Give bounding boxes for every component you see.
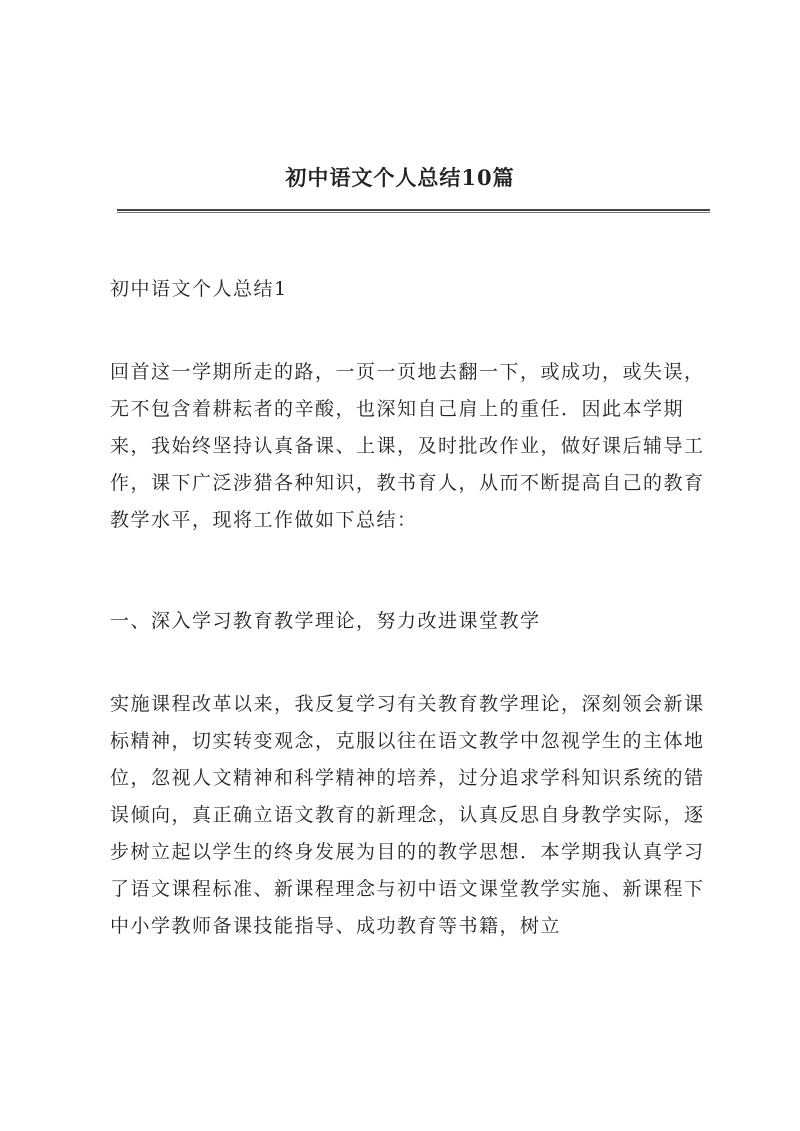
section-subheading: 初中语文个人总结1 bbox=[110, 278, 288, 300]
intro-paragraph: 回首这一学期所走的路，一页一页地去翻一下，或成功，或失误，无不包含着耕耘者的辛酸，也深知自己肩上的重任．因此本学期来，我始终坚持认真备课、上课，及时批改作业，做好课后辅导工作，课下广泛涉猎各种知识，教书育人，从而不断提高自己的教育教学水平，现将工作做如下总结： bbox=[110, 361, 705, 531]
title-divider bbox=[117, 209, 710, 213]
body-paragraph-1: 实施课程改革以来，我反复学习有关教育教学理论，深刻领会新课标精神，切实转变观念，克服以往在语文教学中忽视学生的主体地位，忽视人文精神和科学精神的培养，过分追求学科知识系统的错误倾向，真正确立语文教育的新理念，认真反思自身教学实际，逐步树立起以学生的终身发展为目的的教学思想．本学期我认真学习了语文课程标准、新课程理念与初中语文课堂教学实施、新课程下中小学教师备课技能指导、成功教育等书籍，树立 bbox=[110, 693, 705, 937]
document-title: 初中语文个人总结10篇 bbox=[285, 165, 515, 190]
section-heading-1: 一、深入学习教育教学理论，努力改进课堂教学 bbox=[110, 610, 541, 632]
